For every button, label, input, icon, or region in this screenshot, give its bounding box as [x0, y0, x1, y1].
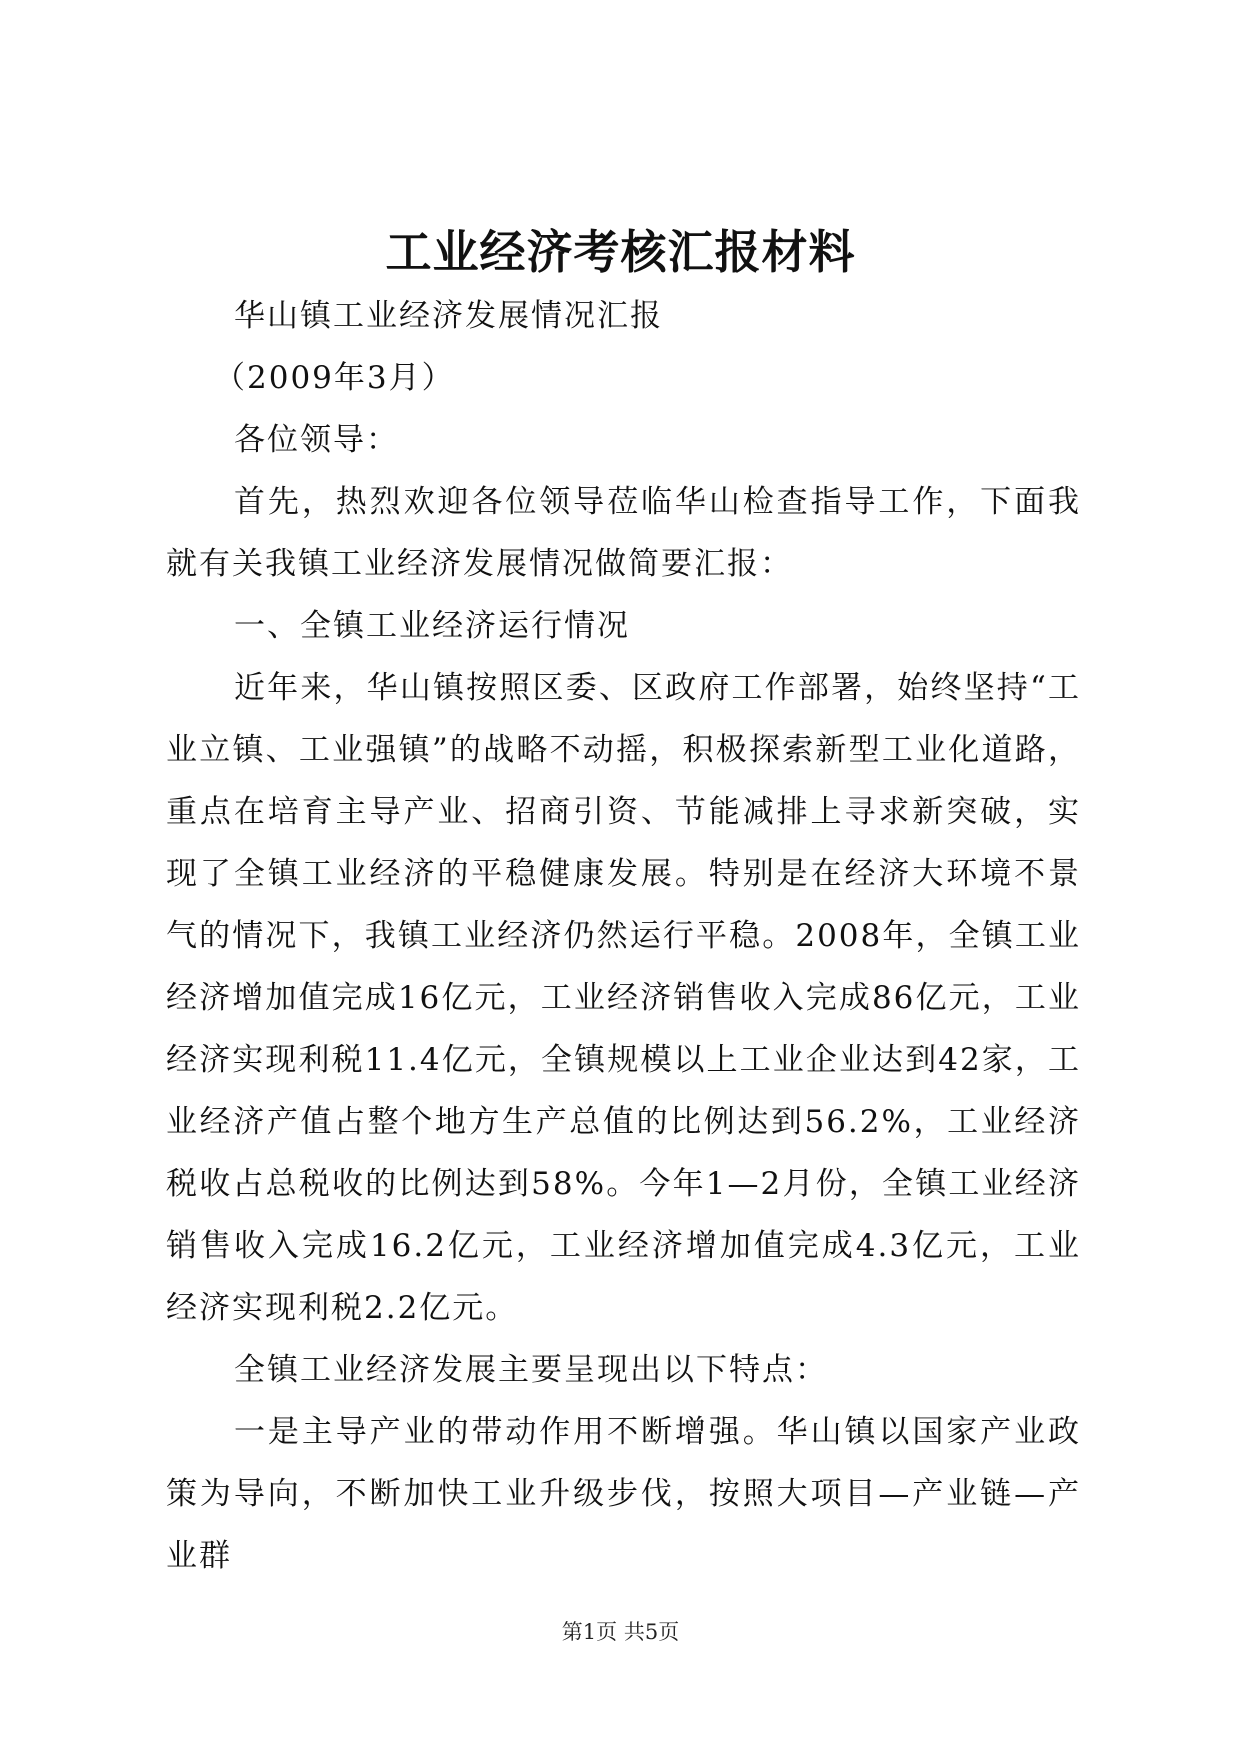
document-body: [166, 285, 1081, 1587]
body-paragraph: 近年来，华山镇按照区委、区政府工作部署，始终坚持“工业立镇、工业强镇”的战略不动摇，积极探索新型工业化道路，重点在培育主导产业、招商引资、节能减排上寻求新突破，实现了全镇工业经济的平稳健康发展。特别是在经济大环境不景气的情况下，我镇工业经济仍然运行平稳。2008年，全镇工业经济增加值完成16亿元，工业经济销售收入完成86亿元，工业经济实现利税11.4亿元，全镇规模以上工业企业达到42家，工业经济产值占整个地方生产总值的比例达到56.2%，工业经济税收占总税收的比例达到58%。今年1—2月份，全镇工业经济销售收入完成16.2亿元，工业经济增加值完成4.3亿元，工业经济实现利税2.2亿元。: [166, 670, 1081, 1326]
feature-one-paragraph: 一是主导产业的带动作用不断增强。华山镇以国家产业政策为导向，不断加快工业升级步伐，按照大项目—产业链—产业群: [166, 1414, 1081, 1574]
salutation-paragraph: 各位领导：: [234, 422, 399, 458]
subtitle-paragraph: 华山镇工业经济发展情况汇报: [234, 298, 663, 334]
features-intro-paragraph: 全镇工业经济发展主要呈现出以下特点：: [234, 1352, 828, 1388]
document-title: 工业经济考核汇报材料: [385, 225, 856, 279]
date-paragraph: （2009年3月）: [214, 360, 455, 396]
page-footer: 第1页 共5页: [561, 1620, 680, 1644]
opening-paragraph: 首先，热烈欢迎各位领导莅临华山检查指导工作，下面我就有关我镇工业经济发展情况做简要汇报：: [166, 484, 1081, 582]
section-heading: 一、全镇工业经济运行情况: [234, 608, 630, 644]
